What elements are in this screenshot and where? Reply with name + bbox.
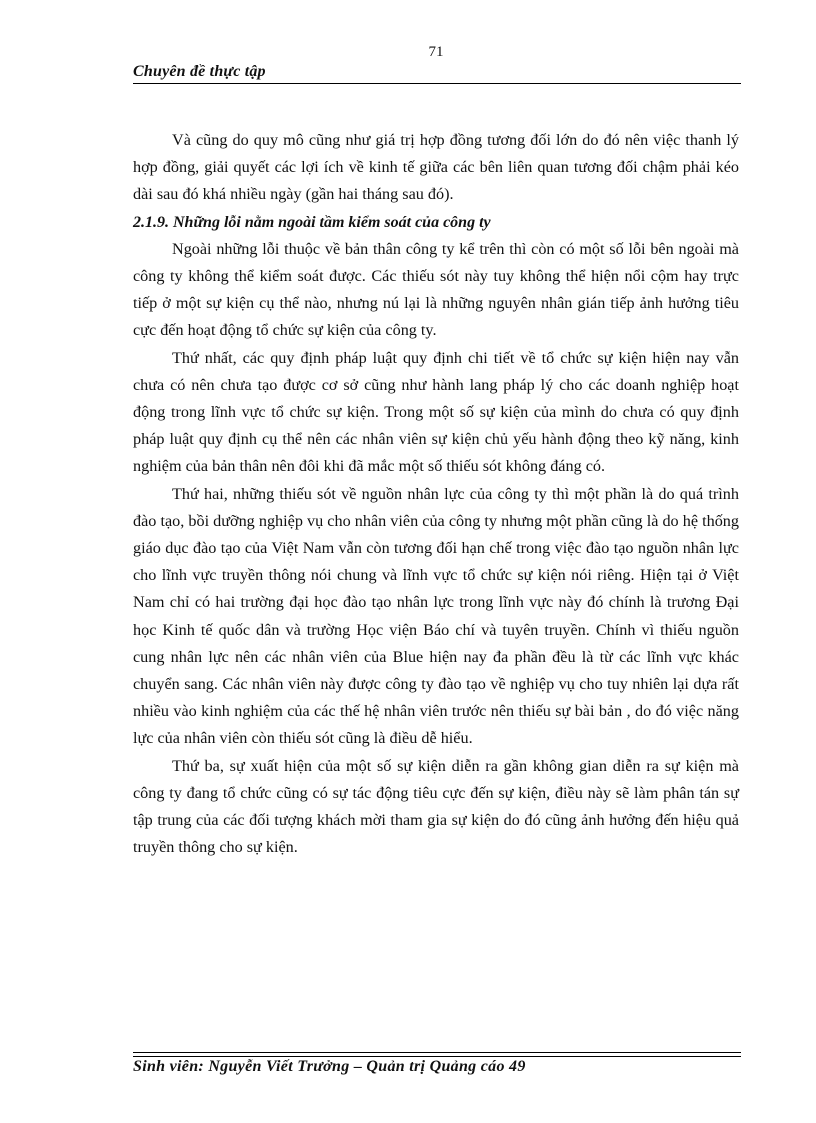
document-body — [133, 127, 739, 861]
body-paragraph-2: Thứ nhất, các quy định pháp luật quy định chi tiết về tổ chức sự kiện hiện nay vẫn chưa có nên chưa tạo được cơ sở cũng như hành lang pháp lý cho các doanh nghiệp hoạt động trong lĩnh vực tổ chức sự kiện. Trong một số sự kiện của mình do chưa có quy định pháp luật quy định cụ thể nên các nhân viên sự kiện chủ yếu hành động theo kỹ năng, kinh nghiệm của bản thân nên đôi khi đã mắc một số thiếu sót không đáng có. — [133, 348, 739, 476]
header-title: Chuyên đề thực tập — [133, 63, 266, 80]
intro-paragraph: Và cũng do quy mô cũng như giá trị hợp đồng tương đối lớn do đó nên việc thanh lý hợp đồng, giải quyết các lợi ích về kinh tế giữa các bên liên quan tương đối chậm phải kéo dài sau đó khá nhiều ngày (gần hai tháng sau đó). — [133, 131, 739, 204]
footer-divider-bottom — [133, 1056, 741, 1057]
footer-author: Sinh viên: Nguyễn Viết Trưởng – Quản trị Quảng cáo 49 — [133, 1058, 526, 1075]
footer-divider-top — [133, 1052, 741, 1053]
page-number: 71 — [428, 44, 444, 60]
body-paragraph-4: Thứ ba, sự xuất hiện của một số sự kiện diễn ra gần không gian diễn ra sự kiện mà công ty đang tổ chức cũng có sự tác động tiêu cực đến sự kiện, điều này sẽ làm phân tán sự tập trung của các đối tượng khách mời tham gia sự kiện do đó cũng ảnh hưởng đến hiệu quả truyền thông cho sự kiện. — [133, 756, 739, 857]
header-divider — [133, 83, 741, 84]
body-paragraph-3: Thứ hai, những thiếu sót về nguồn nhân lực của công ty thì một phần là do quá trình đào tạo, bồi dưỡng nghiệp vụ cho nhân viên của công ty nhưng một phần cũng là do hệ thống giáo dục đào tạo của Việt Nam vẫn còn tương đối hạn chế trong việc đào tạo nguồn nhân lực cho lĩnh vực truyền thông nói chung và lĩnh vực tổ chức sự kiện nói riêng. Hiện tại ở Việt Nam chỉ có hai trường đại học đào tạo nhân lực trong lĩnh vực này đó chính là trương Đại học Kinh tế quốc dân và trường Học viện Báo chí và tuyên truyền. Chính vì thiếu nguồn cung nhân lực nên các nhân viên của Blue hiện nay đa phần đều là từ các lĩnh vực khác chuyển sang. Các nhân viên này được công ty đào tạo về nghiệp vụ cho tuy nhiên lại dựa rất nhiều vào kinh nghiệm của các thế hệ nhân viên trước nên thiếu sự bài bản , do đó việc năng lực của nhân viên còn thiếu sót cũng là điều dễ hiểu. — [133, 484, 739, 748]
section-heading: 2.1.9. Những lỗi nằm ngoài tầm kiểm soát của công ty — [133, 213, 491, 231]
body-paragraph-1: Ngoài những lỗi thuộc về bản thân công ty kể trên thì còn có một số lỗi bên ngoài mà công ty không thể kiểm soát được. Các thiếu sót này tuy không thể hiện nổi cộm hay trực tiếp ở một sự kiện cụ thể nào, nhưng nú lại là những nguyên nhân gián tiếp ảnh hưởng tiêu cực đến hoạt động tổ chức sự kiện của công ty. — [133, 239, 739, 340]
